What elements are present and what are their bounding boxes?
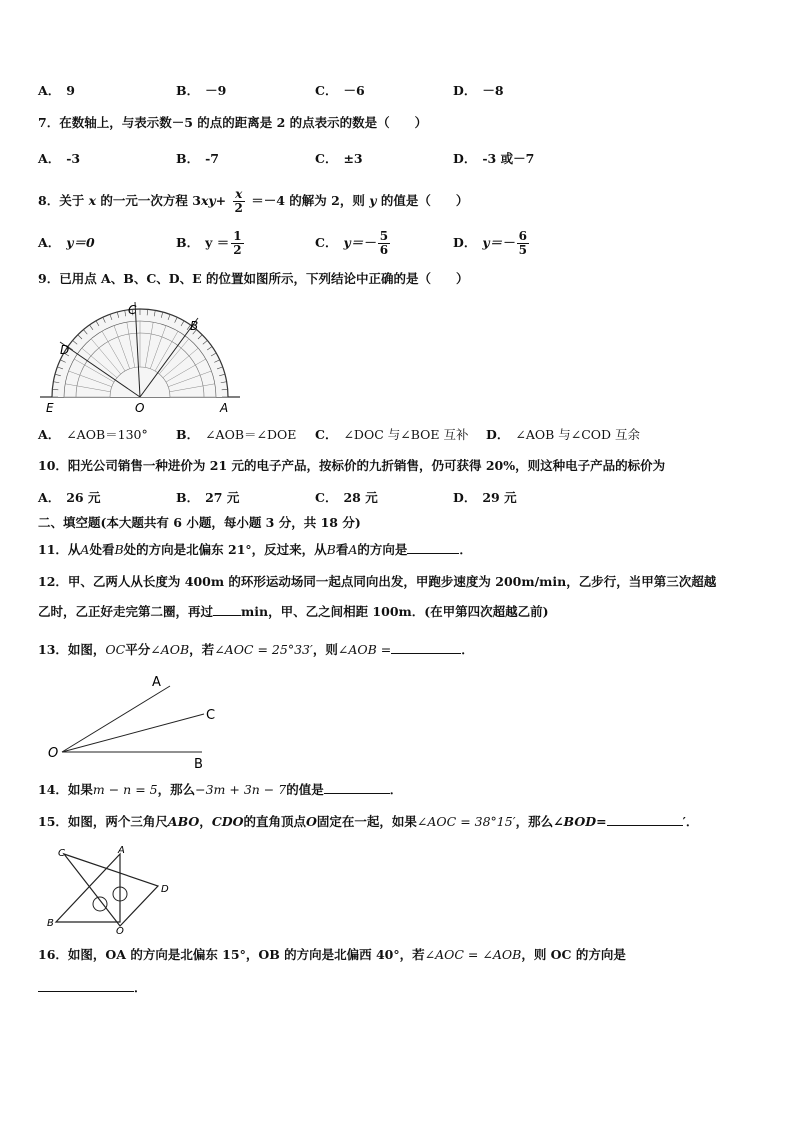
q11-question: 11．从A处看B处的方向是北偏东 21°，反过来，从B看A的方向是 ． (38, 542, 472, 557)
hole-circle-1 (93, 897, 107, 911)
q6-option-b: B． －9 (176, 83, 227, 98)
q10-option-b: B． 27 元 (176, 490, 240, 505)
ray-oc (62, 714, 204, 752)
q10-option-d: D． 29 元 (453, 490, 517, 505)
label-o: O (135, 401, 145, 415)
label-a: A (118, 845, 125, 856)
q14-question: 14．如果m − n = 5，那么−3m + 3n − 7的值是 ． (38, 782, 403, 797)
q9-question: 9．已用点 A、B、C、D、E 的位置如图所示，下列结论中正确的是（ ） (38, 271, 469, 286)
q7-option-a: A． -3 (38, 151, 81, 166)
label-a: A (220, 401, 229, 415)
triangle-abo (56, 854, 120, 922)
q8-option-d: D． y＝－ $\frac{6}{5}$ (453, 229, 527, 257)
q13-answer-blank[interactable] (391, 640, 461, 654)
q8-option-a: A． y＝0 (38, 235, 95, 250)
q8-question: 8．关于 x 的一元一次方程 3xy+ $\frac{x}{2}$ ＝－4 的解为 2，则 y 的值是（ ） (38, 187, 469, 215)
q8-option-b: B． y ＝ $\frac{1}{2}$ (176, 229, 242, 257)
ray-oa (62, 686, 170, 752)
q12-answer-blank[interactable] (213, 602, 241, 616)
q7-question: 7．在数轴上，与表示数－5 的点的距离是 2 的点表示的数是（ ） (38, 115, 428, 130)
q9-protractor-figure (40, 300, 240, 418)
q6-option-c: C． －6 (315, 83, 365, 98)
q16-answer-blank[interactable] (38, 978, 134, 992)
label-b: B (190, 319, 199, 333)
label-a: A (152, 675, 161, 690)
q12-question-line1: 12．甲、乙两人从长度为 400m 的环形运动场同一起点同向出发，甲跑步速度为 200m/min，乙步行，当甲第三次超越 (38, 574, 717, 589)
q8-option-d-fraction: $\frac{6}{5}$ (518, 229, 527, 257)
q11-answer-blank[interactable] (407, 540, 459, 554)
q6-option-a: A． 9 (38, 83, 75, 98)
q7-option-c: C． ±3 (315, 151, 363, 166)
label-b: B (194, 757, 203, 772)
q14-answer-blank[interactable] (324, 780, 390, 794)
q15-question: 15．如图，两个三角尺ABO，CDO的直角顶点O固定在一起，如果∠AOC = 38°15′，那么∠BOD= ′． (38, 814, 699, 829)
label-c: C (206, 708, 216, 723)
q16-answer-line: ． (38, 978, 147, 997)
q6-option-d: D． －8 (453, 83, 504, 98)
q10-option-a: A． 26 元 (38, 490, 101, 505)
label-o: O (116, 926, 124, 934)
label-b: B (47, 918, 54, 929)
q15-triangles-figure (44, 842, 184, 934)
q13-question: 13．如图，OC平分∠AOB，若∠AOC = 25°33′，则∠AOB = ． (38, 642, 474, 657)
q16-question: 16．如图，OA 的方向是北偏东 15°，OB 的方向是北偏西 40°，若∠AOC = ∠AOB，则 OC 的方向是 (38, 947, 626, 962)
q13-angle-figure (44, 672, 244, 772)
label-e: E (46, 401, 54, 415)
label-c: C (58, 848, 65, 859)
triangle-cdo (64, 854, 158, 926)
q7-option-d: D． -3 或－7 (453, 151, 535, 166)
q9-option-c: C． ∠DOC 与∠BOE 互补 (315, 427, 469, 442)
section-2-heading: 二、填空题(本大题共有 6 小题，每小题 3 分，共 18 分) (38, 515, 361, 530)
q7-option-b: B． -7 (176, 151, 219, 166)
q12-question-line2: 乙时，乙正好走完第二圈，再过 min，甲、乙之间相距 100m．(在甲第四次超越乙前) (38, 604, 549, 619)
q8-option-c: C． y＝－ $\frac{5}{6}$ (315, 229, 389, 257)
q15-answer-blank[interactable] (607, 812, 683, 826)
label-o: O (48, 746, 59, 761)
q8-option-c-fraction: $\frac{5}{6}$ (379, 229, 389, 257)
q8-option-b-fraction: $\frac{1}{2}$ (233, 229, 242, 257)
q9-option-b: B． ∠AOB＝∠DOE (176, 427, 297, 442)
label-c: C (128, 303, 137, 317)
q9-option-d: D． ∠AOB 与∠COD 互余 (486, 427, 641, 442)
label-d: D (161, 884, 169, 895)
q10-question: 10．阳光公司销售一种进价为 21 元的电子产品，按标价的九折销售，仍可获得 20%，则这种电子产品的标价为 (38, 458, 666, 473)
q10-option-c: C． 28 元 (315, 490, 378, 505)
q9-option-a: A． ∠AOB＝130° (38, 427, 148, 442)
label-d: D (60, 343, 70, 357)
q8-fraction: $\frac{x}{2}$ (234, 187, 243, 215)
